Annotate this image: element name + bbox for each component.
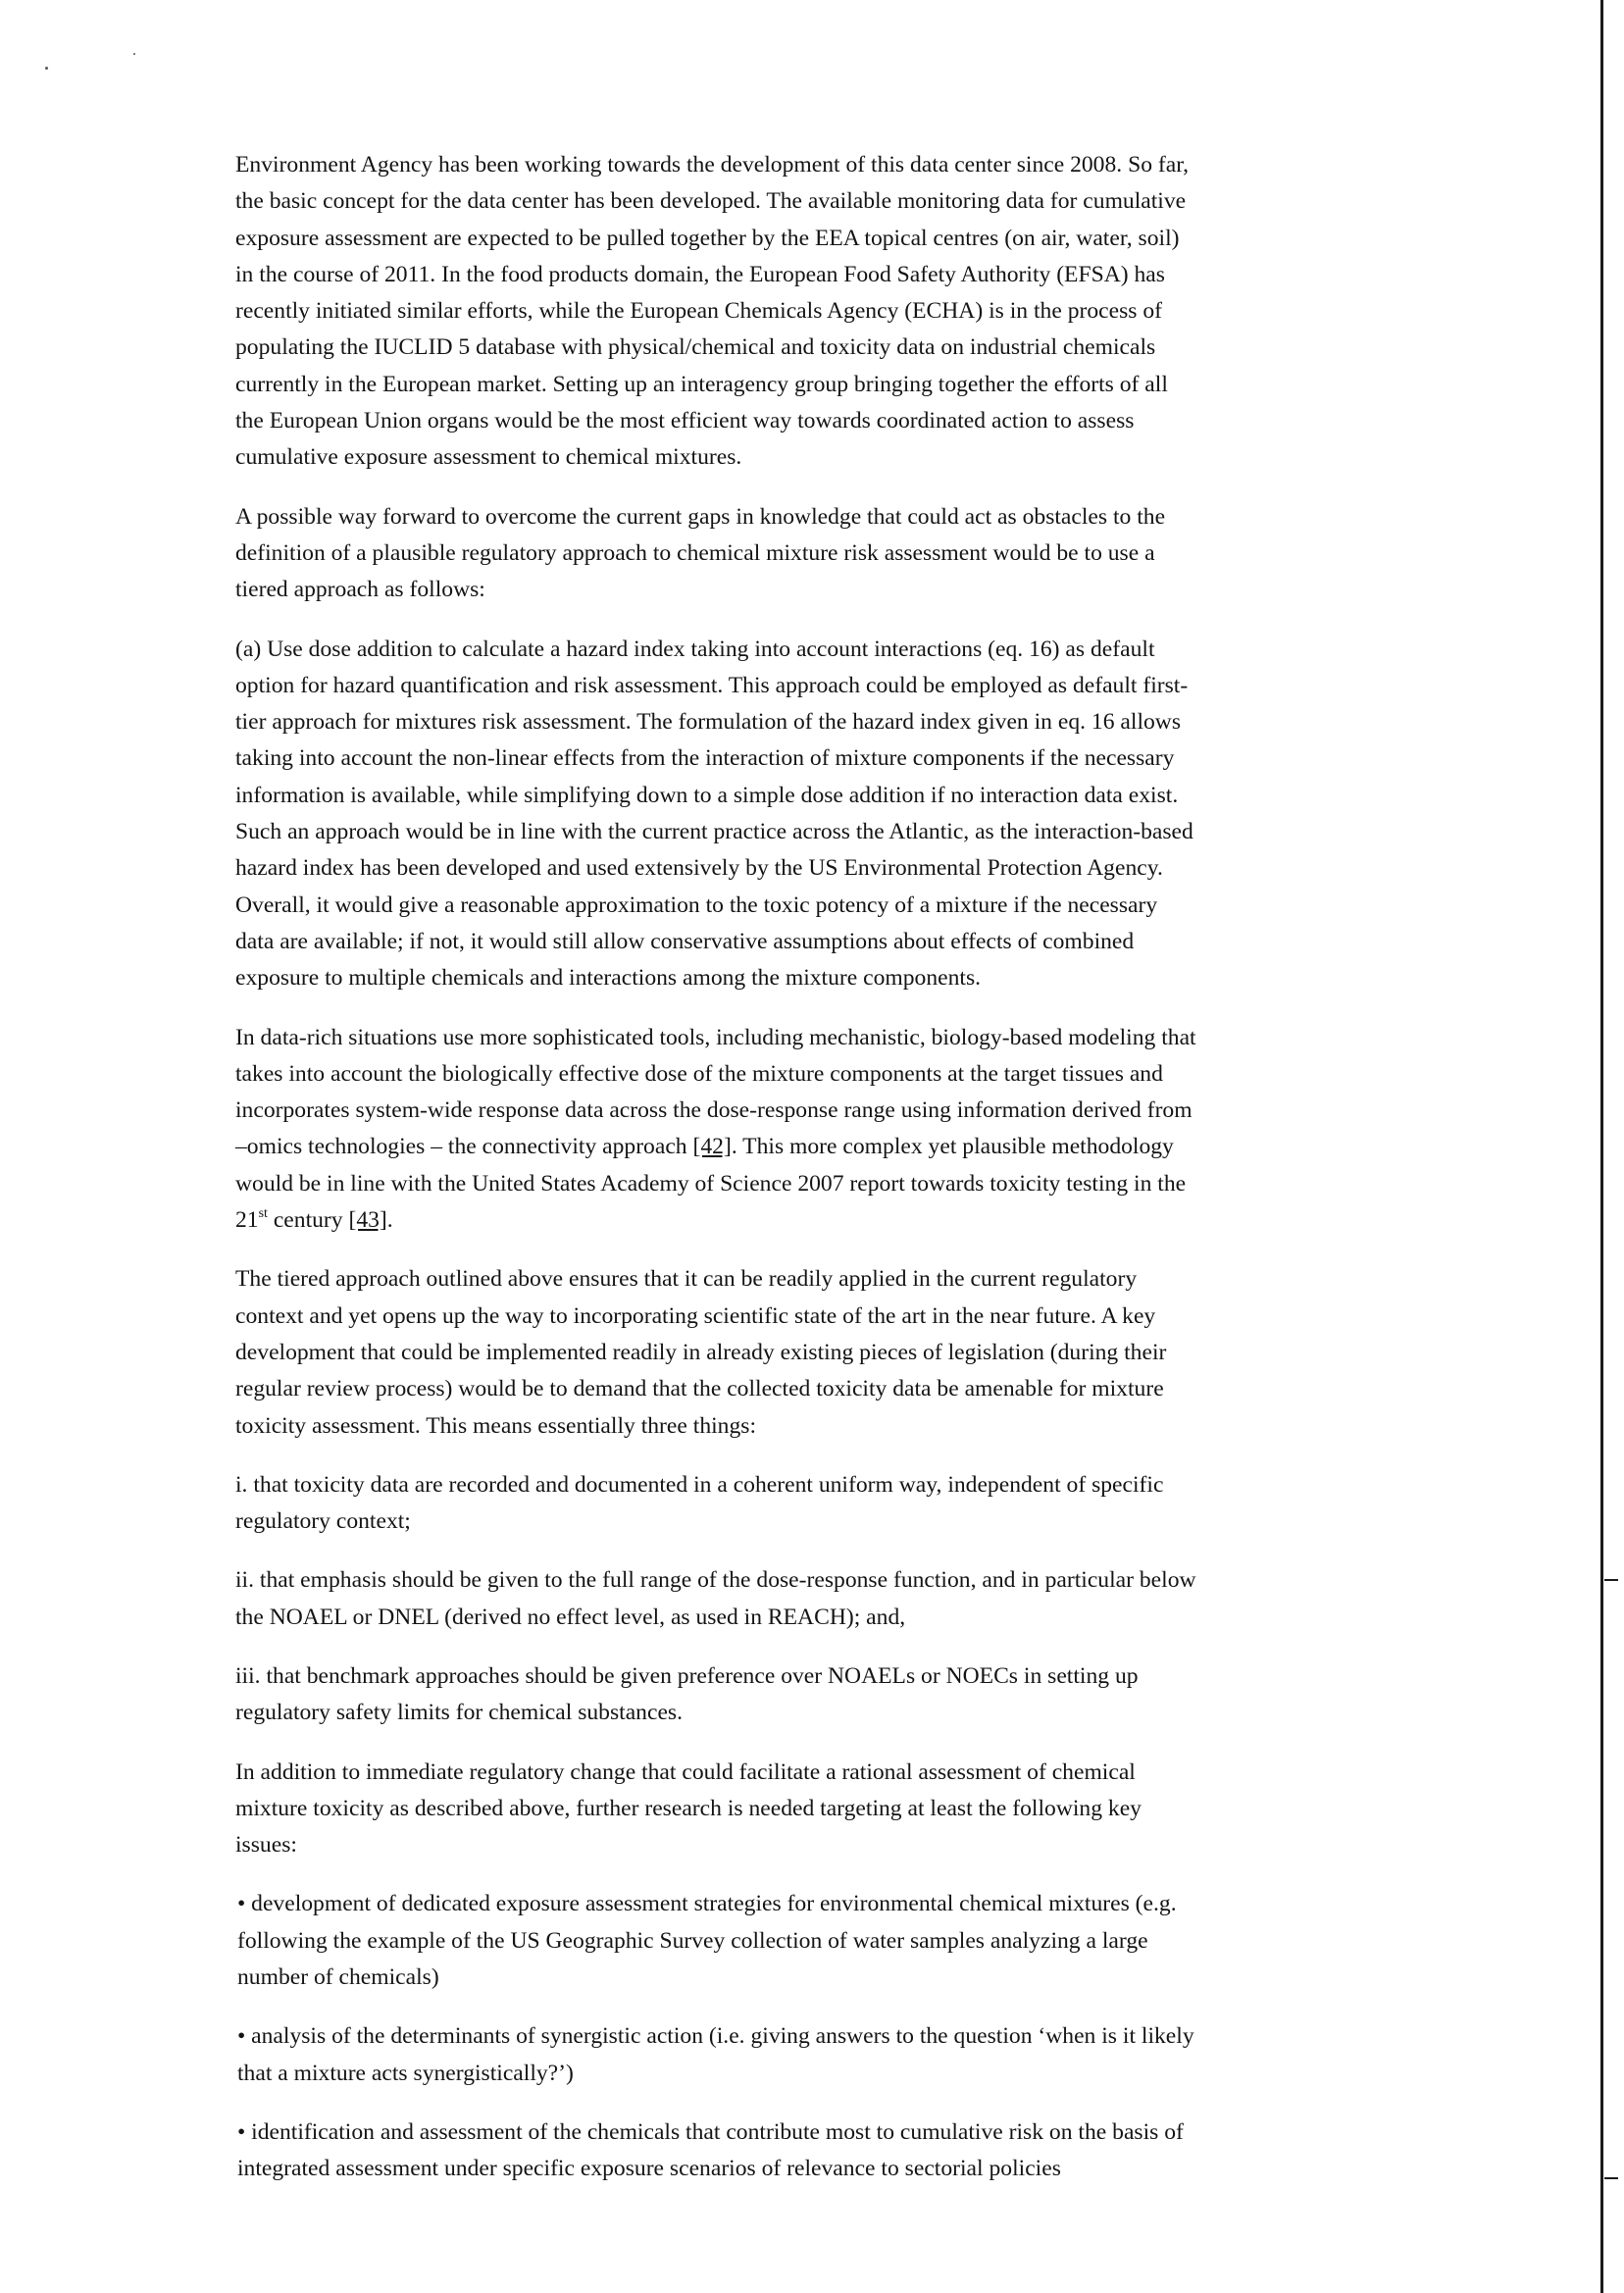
text-line	[235, 1202, 1353, 1239]
text-line: The tiered approach outlined above ensures that it can be readily applied in the current regulatory	[235, 1266, 1138, 1293]
text-line: toxicity assessment. This means essentially three things:	[235, 1412, 756, 1439]
text-fragment: .	[386, 1207, 393, 1234]
paragraph-5	[235, 1261, 1353, 1444]
text-line: ii. that emphasis should be given to the full range of the dose-response function, and in particular below	[235, 1567, 1196, 1594]
text-fragment: century	[267, 1207, 349, 1234]
text-line: definition of a plausible regulatory approach to chemical mixture risk assessment would be to use a	[235, 539, 1155, 566]
paragraph-research	[235, 1755, 1353, 1864]
text-line: following the example of the US Geographic Survey collection of water samples analyzing a large	[237, 1927, 1148, 1954]
text-line: exposure assessment are expected to be pulled together by the EEA topical centres (on air, water, soil)	[235, 225, 1180, 251]
text-line: hazard index has been developed and used extensively by the US Environmental Protection Agency.	[235, 855, 1163, 882]
bullet-item-identification	[237, 2115, 1353, 2188]
text-line: • analysis of the determinants of synergistic action (i.e. giving answers to the question ‘when is it likely	[237, 2023, 1194, 2050]
text-line: (a) Use dose addition to calculate a hazard index taking into account interactions (eq. 16) as default	[235, 636, 1155, 662]
text-line: In data-rich situations use more sophisticated tools, including mechanistic, biology-based modeling that	[235, 1024, 1196, 1050]
citation-link-43[interactable]: [43]	[348, 1207, 387, 1234]
text-line: context and yet opens up the way to incorporating scientific state of the art in the near future. A key	[235, 1302, 1156, 1329]
text-line: tiered approach as follows:	[235, 577, 485, 603]
margin-tick	[1604, 2177, 1618, 2179]
list-item-iii	[235, 1658, 1353, 1732]
text-line: currently in the European market. Setting up an interagency group bringing together the efforts of all	[235, 371, 1168, 397]
citation-link-42[interactable]: [42]	[692, 1134, 732, 1160]
text-line: • identification and assessment of the chemicals that contribute most to cumulative risk on the basis of	[237, 2118, 1184, 2145]
text-line: information is available, while simplifying down to a simple dose addition if no interaction data exist.	[235, 782, 1179, 808]
text-fragment: . This more complex yet plausible methodology	[731, 1134, 1174, 1160]
text-line: integrated assessment under specific exposure scenarios of relevance to sectorial policies	[237, 2156, 1061, 2182]
text-line: regulatory safety limits for chemical substances.	[235, 1700, 683, 1726]
text-line: number of chemicals)	[237, 1964, 439, 1991]
margin-rule	[1600, 0, 1603, 2293]
text-line: development that could be implemented readily in already existing pieces of legislation (during their	[235, 1339, 1167, 1365]
text-fragment: 21	[235, 1207, 259, 1234]
text-line: regulatory context;	[235, 1508, 411, 1535]
text-line	[235, 1129, 1353, 1165]
text-line: taking into account the non-linear effects from the interaction of mixture components if the necessary	[235, 745, 1175, 772]
paragraph-3	[235, 632, 1353, 997]
text-line: takes into account the biologically effective dose of the mixture components at the target tissues and	[235, 1060, 1163, 1087]
text-line: tier approach for mixtures risk assessment. The formulation of the hazard index given in eq. 16 allows	[235, 709, 1182, 736]
text-line: Overall, it would give a reasonable approximation to the toxic potency of a mixture if the necessary	[235, 892, 1158, 918]
text-line: in the course of 2011. In the food products domain, the European Food Safety Authority (EFSA) has	[235, 261, 1165, 287]
margin-tick	[1604, 1579, 1618, 1581]
text-line: regular review process) would be to demand that the collected toxicity data be amenable for mixture	[235, 1376, 1164, 1402]
text-line: • development of dedicated exposure assessment strategies for environmental chemical mixtures (e.g.	[237, 1891, 1177, 1917]
text-line: the European Union organs would be the most efficient way towards coordinated action to assess	[235, 408, 1135, 434]
text-line: would be in line with the United States Academy of Science 2007 report towards toxicity testing in the	[235, 1170, 1187, 1197]
text-line: option for hazard quantification and risk assessment. This approach could be employed as default first-	[235, 672, 1189, 698]
paragraph-4	[235, 1020, 1353, 1240]
paragraph-2	[235, 499, 1353, 609]
text-line: exposure to multiple chemicals and interactions among the mixture components.	[235, 965, 982, 992]
text-line: iii. that benchmark approaches should be given preference over NOAELs or NOECs in setting up	[235, 1662, 1139, 1689]
list-item-i	[235, 1467, 1353, 1541]
text-line: data are available; if not, it would still allow conservative assumptions about effects of combined	[235, 928, 1135, 954]
text-line: the NOAEL or DNEL (derived no effect level, as used in REACH); and,	[235, 1604, 906, 1630]
text-fragment: –omics technologies – the connectivity approach	[235, 1134, 693, 1160]
paragraph-1	[235, 147, 1353, 477]
text-line: that a mixture acts synergistically?’)	[237, 2060, 574, 2086]
text-line: In addition to immediate regulatory change that could facilitate a rational assessment of chemical	[235, 1758, 1136, 1785]
text-line: the basic concept for the data center has been developed. The available monitoring data for cumulative	[235, 188, 1187, 215]
text-line: cumulative exposure assessment to chemical mixtures.	[235, 444, 742, 471]
text-line: Such an approach would be in line with the current practice across the Atlantic, as the interaction-based	[235, 819, 1193, 845]
superscript: st	[258, 1206, 268, 1222]
text-line: Environment Agency has been working towards the development of this data center since 2008. So far,	[235, 152, 1190, 178]
text-line: i. that toxicity data are recorded and documented in a coherent uniform way, independent of specific	[235, 1471, 1164, 1498]
text-line: populating the IUCLID 5 database with physical/chemical and toxicity data on industrial chemicals	[235, 334, 1156, 361]
bullet-item-synergy	[237, 2018, 1353, 2092]
document-body	[235, 147, 1353, 2211]
text-line: mixture toxicity as described above, further research is needed targeting at least the following key	[235, 1795, 1142, 1821]
list-item-ii	[235, 1562, 1353, 1636]
text-line: recently initiated similar efforts, while the European Chemicals Agency (ECHA) is in the process of	[235, 298, 1163, 325]
scan-speck	[133, 53, 135, 55]
text-line: incorporates system-wide response data across the dose-response range using information derived from	[235, 1097, 1193, 1124]
text-line: issues:	[235, 1832, 297, 1859]
scan-speck	[45, 67, 48, 70]
text-line: A possible way forward to overcome the current gaps in knowledge that could act as obstacles to the	[235, 503, 1166, 530]
bullet-item-exposure	[237, 1886, 1353, 1996]
